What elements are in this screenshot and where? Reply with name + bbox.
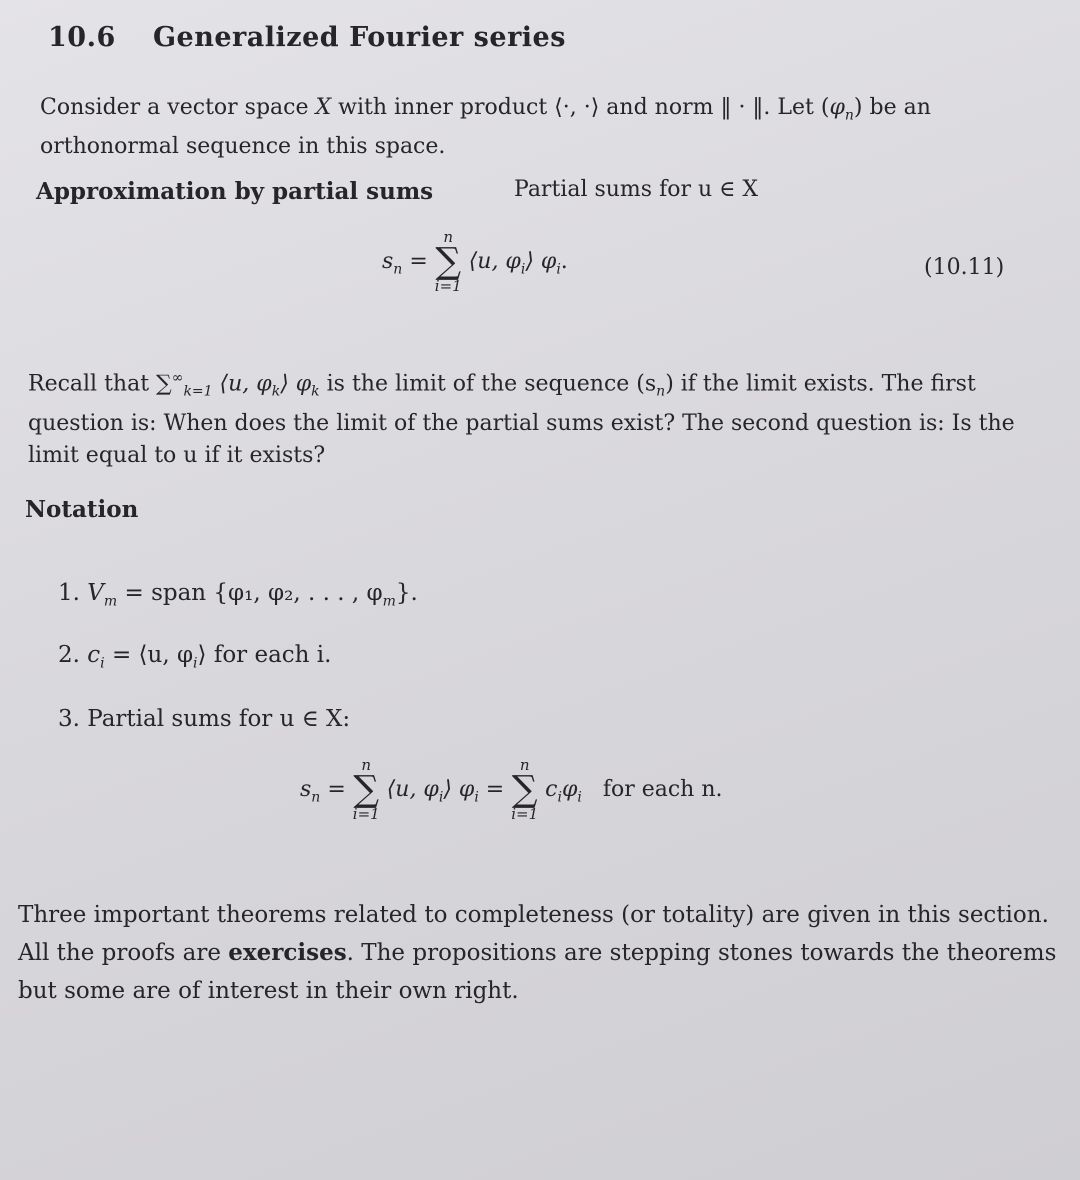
recall-sum-sub: k=1 — [183, 383, 213, 400]
eq1-lhs-sub: n — [393, 261, 403, 278]
sigma-symbol: ∑ — [435, 241, 462, 282]
closing-text-2: . The propositions are stepping stones towards the theorems but some are of interest in their own right. — [18, 940, 1057, 1004]
eq1-lower-limit: i=1 — [434, 277, 462, 295]
intro-x: X — [315, 95, 332, 120]
list-item-text: Partial sums for u ∈ X: — [87, 706, 351, 732]
list-item — [58, 706, 350, 732]
list-item-rest: = ⟨u, φ — [104, 642, 194, 668]
sigma-symbol: ∑ — [353, 769, 380, 810]
list-item-sub: i — [100, 655, 105, 672]
recall-text-5: ) if the limit exists. The first question is: When does the limit of the partial sums exist? The second question is: Is the limit equal to u if it exists? — [28, 371, 1015, 468]
eq2-lhs-sub: n — [311, 789, 321, 806]
intro-text-1: Consider a vector space — [40, 95, 316, 120]
eq1-summation — [435, 230, 462, 294]
recall-text-2: ⟨u, φ — [212, 371, 272, 397]
eq1-equals: = — [409, 249, 428, 274]
recall-sigma: ∑ — [156, 371, 172, 397]
eq1-body-sub2: i — [556, 261, 561, 278]
closing-text-1: Three important theorems related to completeness (or totality) are given in this section. All the proofs are — [18, 902, 1049, 966]
eq2-summation-2 — [511, 758, 538, 822]
sigma-symbol: ∑ — [511, 769, 538, 810]
eq2-body-1: ⟨u, φ — [386, 777, 439, 802]
eq2-tail: for each n. — [602, 777, 723, 802]
eq2-lower-limit-2: i=1 — [511, 805, 539, 823]
eq2-lower-limit: i=1 — [352, 805, 380, 823]
eq2-upper-limit-2: n — [519, 756, 530, 774]
eq1-body-sub: i — [520, 261, 526, 278]
eq1-end: . — [560, 249, 568, 274]
eq1-lhs: s — [382, 249, 394, 274]
eq2-equals: = — [327, 777, 346, 802]
closing-paragraph — [18, 896, 1058, 1010]
eq2-sub-1: i — [438, 789, 444, 806]
eq2-body-3: c — [545, 777, 558, 802]
section-title-text: Generalized Fourier series — [153, 22, 566, 53]
eq1-body: ⟨u, φ — [468, 249, 521, 274]
list-item-math: V — [87, 580, 104, 606]
intro-text-2: with inner product ⟨·, ·⟩ and norm ‖ · ‖. Let ( — [331, 95, 830, 120]
recall-sub-n: n — [656, 383, 666, 400]
equation-10-11 — [382, 230, 568, 294]
approx-heading: Approximation by partial sums — [36, 178, 434, 205]
list-item-rest: = span {φ₁, φ₂, . . . , φ — [117, 580, 383, 606]
eq2-equals-2: = — [478, 777, 512, 802]
list-item-math: c — [87, 642, 101, 668]
list-item-sub2: m — [382, 593, 396, 610]
list-item — [58, 642, 331, 672]
list-item — [58, 580, 418, 610]
closing-bold: exercises — [228, 939, 347, 966]
list-number: 2. — [58, 642, 80, 668]
eq2-body-2: ⟩ φ — [443, 777, 475, 802]
eq2-sub-4: i — [577, 789, 582, 806]
list-item-sub2: i — [193, 655, 198, 672]
eq2-lhs: s — [300, 777, 312, 802]
recall-text-1: Recall that — [28, 371, 157, 397]
recall-sum-sup: ∞ — [171, 370, 184, 386]
eq2-summation-1 — [353, 758, 380, 822]
recall-sub-k2: k — [311, 383, 320, 400]
intro-paragraph — [40, 92, 1040, 163]
intro-text-3: ) be an orthonormal sequence in this space. — [40, 95, 931, 160]
recall-text-4: is the limit of the sequence (s — [319, 371, 657, 397]
intro-sub-n: n — [844, 107, 854, 124]
approx-tail: Partial sums for u ∈ X — [514, 177, 759, 202]
eq1-body-2: ⟩ φ — [525, 249, 557, 274]
eq2-sub-2: i — [474, 789, 479, 806]
eq1-upper-limit: n — [443, 228, 454, 246]
eq2-body-4: φ — [561, 777, 578, 802]
eq2-sub-3: i — [557, 789, 562, 806]
list-number: 1. — [58, 580, 80, 606]
list-number: 3. — [58, 706, 80, 732]
equation-number: (10.11) — [924, 255, 1005, 280]
recall-sub-k1: k — [271, 383, 281, 400]
intro-phi: φ — [829, 95, 845, 120]
list-item-sub: m — [103, 593, 118, 610]
list-item-end: }. — [395, 580, 418, 606]
recall-text-3: ⟩ φ — [280, 371, 312, 397]
eq2-upper-limit: n — [361, 756, 372, 774]
section-title — [48, 22, 566, 53]
list-item-end: ⟩ for each i. — [197, 642, 332, 668]
recall-paragraph — [28, 362, 1038, 472]
notation-heading: Notation — [25, 496, 139, 523]
section-number: 10.6 — [48, 22, 116, 53]
partial-sum-equation — [300, 758, 723, 822]
